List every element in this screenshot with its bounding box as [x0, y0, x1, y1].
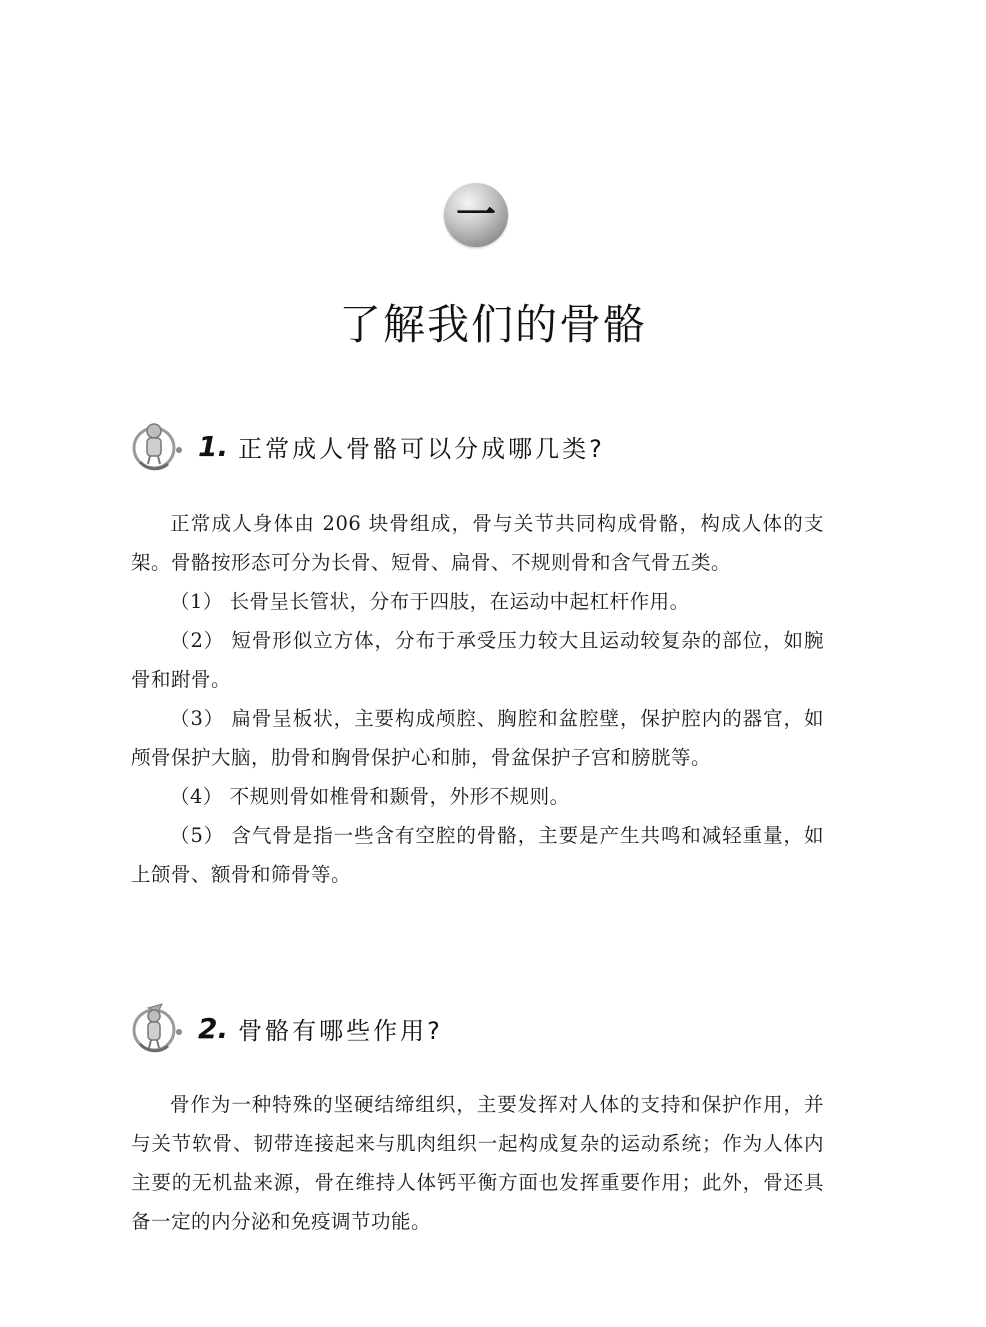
paragraph: （4） 不规则骨如椎骨和颞骨，外形不规则。 [170, 785, 570, 808]
paragraph: （3） 扁骨呈板状，主要构成颅腔、胸腔和盆腔壁，保护腔内的器官，如颅骨保护大脑，肋骨和胸骨保护心和肺，骨盆保护子宫和膀胱等。 [131, 707, 824, 769]
paragraph: 正常成人身体由 206 块骨组成，骨与关节共同构成骨骼，构成人体的支架。骨骼按形态可分为长骨、短骨、扁骨、不规则骨和含气骨五类。 [131, 512, 824, 574]
section-body-1 [131, 504, 824, 894]
question-figure-icon [128, 418, 184, 474]
section-heading-2 [128, 998, 443, 1058]
section-title: 骨骼有哪些作用? [238, 1016, 443, 1045]
section-number: 1. [198, 429, 229, 463]
chapter-number-badge [444, 183, 508, 247]
paragraph: （5） 含气骨是指一些含有空腔的骨骼，主要是产生共鸣和减轻重量，如上颌骨、额骨和筛骨等。 [131, 824, 824, 886]
section-heading-1 [128, 416, 605, 476]
question-figure-icon [128, 1000, 184, 1056]
section-body-2 [131, 1085, 824, 1241]
chapter-number: 一 [456, 192, 496, 238]
paragraph: （2） 短骨形似立方体，分布于承受压力较大且运动较复杂的部位，如腕骨和跗骨。 [131, 629, 824, 691]
paragraph: 骨作为一种特殊的坚硬结缔组织，主要发挥对人体的支持和保护作用，并与关节软骨、韧带连接起来与肌肉组织一起构成复杂的运动系统；作为人体内主要的无机盐来源，骨在维持人体钙平衡方面也发挥重要作用；此外，骨还具备一定的内分泌和免疫调节功能。 [131, 1093, 824, 1233]
chapter-title: 了解我们的骨骼 [338, 300, 647, 349]
section-title: 正常成人骨骼可以分成哪几类? [238, 434, 605, 463]
paragraph: （1） 长骨呈长管状，分布于四肢，在运动中起杠杆作用。 [170, 590, 690, 613]
section-number: 2. [198, 1011, 229, 1045]
